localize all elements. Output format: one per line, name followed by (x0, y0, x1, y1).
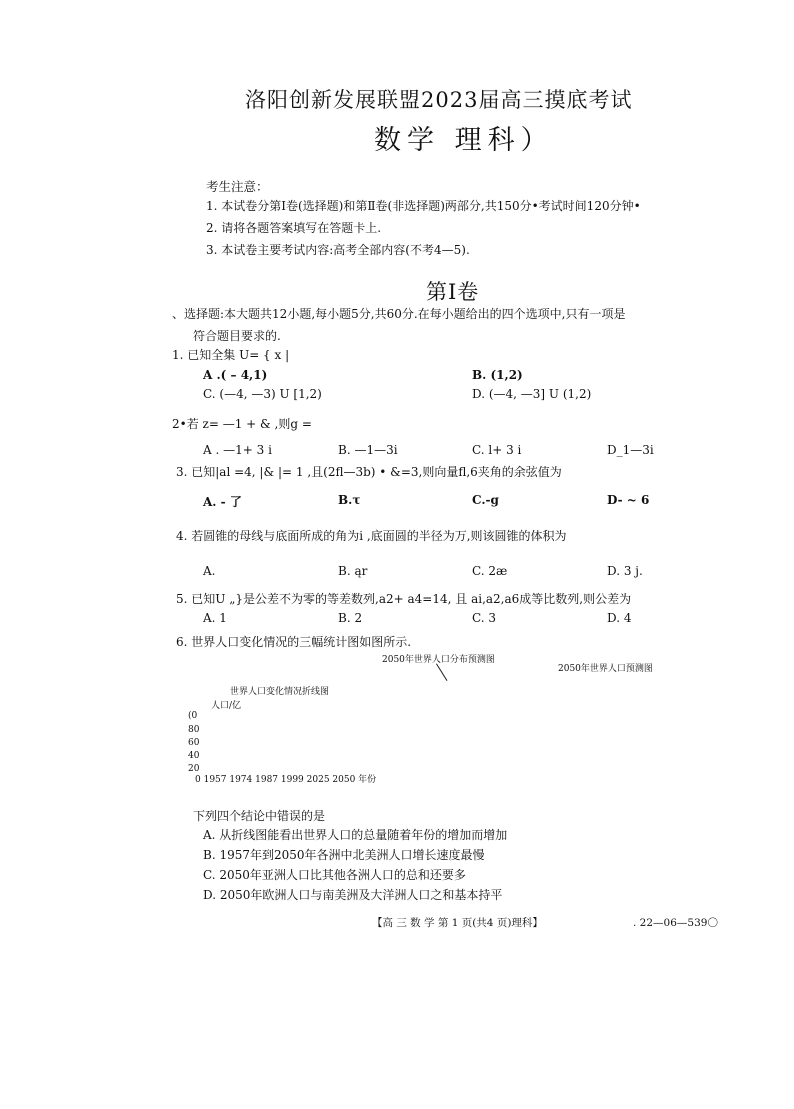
q2-option-a: A . —1+ 3 i (203, 443, 272, 457)
q3-option-c: C.-g (472, 493, 499, 507)
q6-statement-a: A. 从折线图能看出世界人口的总量随着年份的增加而增加 (203, 828, 508, 842)
pie-chart-pointer-line (436, 663, 447, 680)
section-intro-line1: 、选择题:本大题共12小题,每小题5分,共60分.在每小题给出的四个选项中,只有一项是 (172, 307, 626, 321)
q4-stem: 4. 若圆锥的母线与底面所成的角为i ,底面圆的半径为万,则该圆锥的体积为 (176, 529, 567, 543)
q1-option-b: B. (1,2) (472, 368, 523, 382)
q2-stem: 2•若 z= —1 + & ,则g = (172, 417, 312, 431)
y-tick-label: (0 (188, 711, 198, 721)
q1-option-c: C. (—4, —3) U [1,2) (203, 387, 322, 401)
q2-option-d: D_1—3i (607, 443, 654, 457)
q2-option-b: B. —1—3i (338, 443, 398, 457)
q1-option-d: D. (—4, —3] U (1,2) (472, 387, 592, 401)
q6-stem: 6. 世界人口变化情况的三幅统计图如图所示. (176, 635, 412, 649)
q3-option-b: B.τ (338, 493, 361, 507)
section-intro-line2: 符合题目要求的. (193, 329, 281, 343)
line-chart-title: 世界人口变化情况折线图 (230, 687, 330, 697)
y-tick-label: 20 (188, 764, 200, 774)
q4-option-d: D. 3 j. (607, 564, 643, 578)
footer-page-info: 【高 三 数 学 第 1 页(共4 页)理科】 (372, 917, 543, 929)
notice-heading: 考生注意： (206, 179, 269, 194)
pie-chart-title: 2050年世界人口分布预测图 (382, 655, 495, 665)
bar-chart-title: 2050年世界人口预测图 (558, 664, 653, 674)
exam-subtitle: 数学 理科） (374, 125, 554, 156)
line-chart-y-unit: 人口/亿 (211, 701, 242, 711)
q5-option-b: B. 2 (338, 611, 363, 625)
notice-item-1: 1. 本试卷分第Ⅰ卷(选择题)和第Ⅱ卷(非选择题)两部分,共150分•考试时间120分钟• (206, 199, 641, 213)
q6-sub-stem: 下列四个结论中错误的是 (193, 809, 326, 823)
q4-option-b: B. ąr (338, 564, 368, 578)
y-tick-label: 60 (188, 738, 200, 748)
section-title: 第I卷 (426, 280, 480, 304)
q6-statement-d: D. 2050年欧洲人口与南美洲及大洋洲人口之和基本持平 (203, 888, 503, 902)
q4-option-c: C. 2æ (472, 564, 508, 578)
q4-option-a: A. (203, 564, 216, 578)
q2-option-c: C. l+ 3 i (472, 443, 522, 457)
q3-option-a: A. - 了 (203, 495, 242, 509)
q3-stem: 3. 已知|al =4, |& |= 1 ,且(2fl—3b) • &=3,则向量fl,6夹角的余弦值为 (176, 465, 562, 479)
exam-title: 洛阳创新发展联盟2023届高三摸底考试 (245, 88, 633, 112)
q1-option-a: A .( – 4,1) (203, 368, 268, 382)
footer-code: . 22—06—539〇 (633, 917, 718, 929)
q5-option-d: D. 4 (607, 611, 632, 625)
notice-item-3: 3. 本试卷主要考试内容:高考全部内容(不考4—5). (206, 243, 470, 257)
line-chart-x-axis-labels: 0 1957 1974 1987 1999 2025 2050 年份 (195, 775, 377, 785)
q1-stem: 1. 已知全集 U= { x | (172, 348, 290, 362)
q3-option-d: D- ~ 6 (607, 493, 650, 507)
q6-statement-b: B. 1957年到2050年各洲中北美洲人口增长速度最慢 (203, 848, 485, 862)
y-tick-label: 80 (188, 725, 200, 735)
q5-option-c: C. 3 (472, 611, 497, 625)
notice-item-2: 2. 请将各题答案填写在答题卡上. (206, 221, 382, 235)
q6-statement-c: C. 2050年亚洲人口比其他各洲人口的总和还要多 (203, 868, 466, 882)
q5-stem: 5. 已知U „}是公差不为零的等差数列,a2+ a4=14, 且 ai,a2,a6成等比数列,则公差为 (176, 592, 632, 606)
y-tick-label: 40 (188, 751, 200, 761)
q5-option-a: A. 1 (203, 611, 227, 625)
